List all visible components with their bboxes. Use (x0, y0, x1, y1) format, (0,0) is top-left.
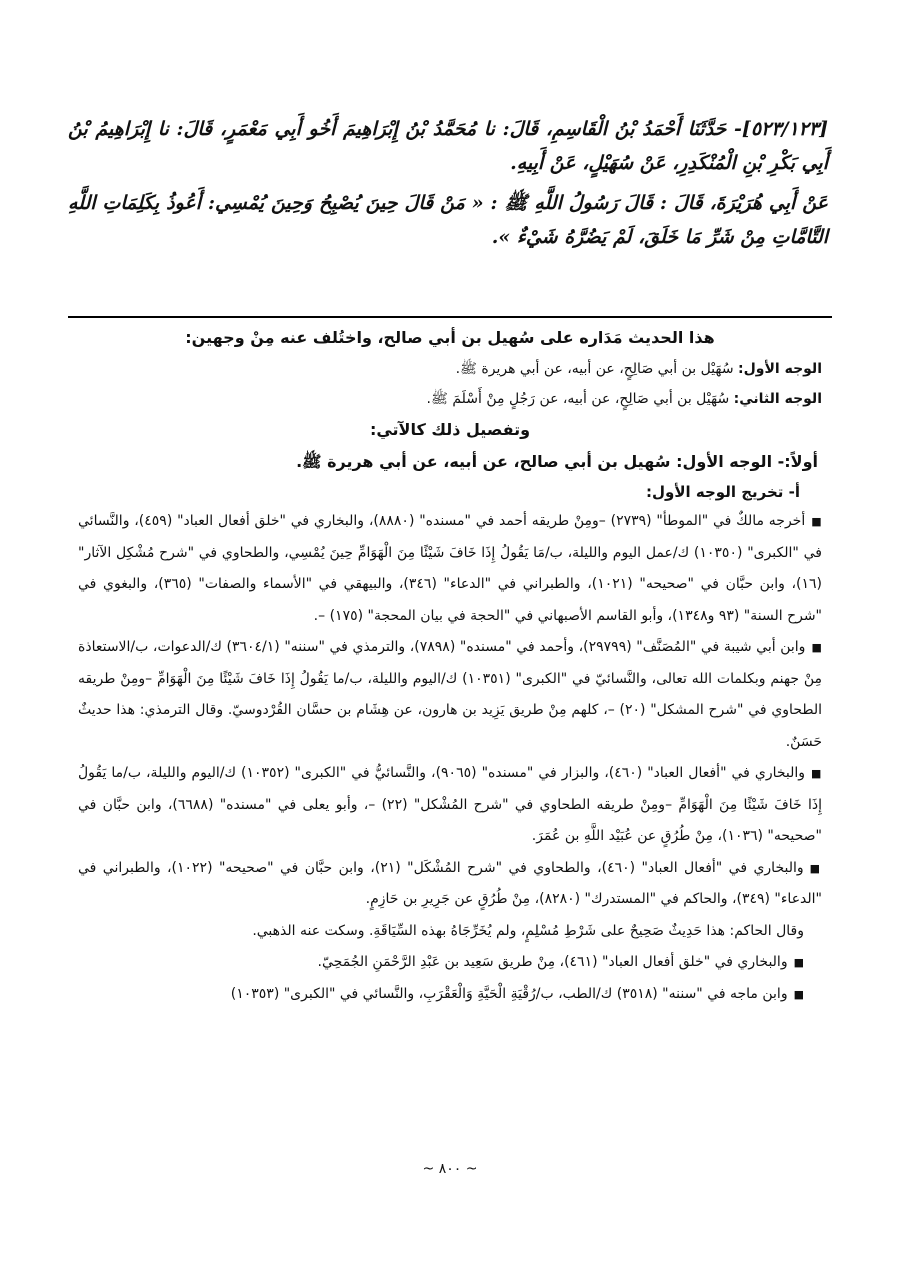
hadith-block (68, 112, 828, 254)
takhrij-item-text: والبخاري في "أفعال العباد" (٤٦٠)، والطحاوي في "شرح المُشْكَل" (٢١)، وابن حبَّان في "صحيحه" (١٠٢٢)، والطبراني في "الدعاء" (٣٤٩)، والحاكم في "المستدرك" (٨٢٨٠)، مِنْ طُرُقٍ عن جَرِيرِ بن حَازِمٍ. (78, 859, 822, 907)
bullet-square-icon: ■ (793, 987, 804, 1001)
bullet-square-icon: ■ (811, 767, 822, 780)
first-aspect-text: سُهيل بن أبي صالح، عن أبيه، عن أبي هريرة ﷺ. (296, 452, 671, 471)
takhrij-item-text: أخرجه مالكٌ في "الموطأ" (٢٧٣٩) –ومِنْ طريقه أحمد في "مسنده" (٨٨٨٠)، والبخاري في "خلق أفعال العباد" (٤٥٩)، والنَّسائي في "الكبرى" (١٠٣٥٠) ك/عمل اليوم والليلة، ب/مَا يَقُولُ إِذَا خَافَ شَيْئًا مِنَ الْهَوَامِّ حِينَ يُمْسِي، والطحاوي في "شرح مُشْكِل الآثار" (١٦)، وابن حبَّان في "صحيحه" (١٠٢١)، والطبراني في "الدعاء" (٣٤٦)، والبيهقي في "الأسماء والصفات" (٣٦٥)، والبغوي في "شرح السنة" (٩٣ و١٣٤٨)، وأبو القاسم الأصبهاني في "الحجة في بيان المحجة" (١٧٥) –. (78, 513, 823, 624)
wajh-2-line (78, 384, 822, 414)
takhrij-item (78, 853, 822, 916)
hadith-isnad: [٥٢٣/١٢٣]- حَدَّثَنَا أَحْمَدُ بْنُ الْقَاسِمِ، قَالَ: نا مُحَمَّدُ بْنُ إِبْرَاهِيمَ أَخُو أَبِي مَعْمَرٍ، قَالَ: نا إِبْرَاهِيمُ بْنُ أَبِي بَكْرِ بْنِ الْمُنْكَدِرِ، عَنْ سُهَيْلٍ، عَنْ أَبِيهِ. (68, 118, 828, 174)
hadith-matn: عَنْ أَبِي هُرَيْرَةَ، قَالَ : قَالَ رَسُولُ اللَّهِ ﷺ : « مَنْ قَالَ حِينَ يُصْبِحُ وَحِينَ يُمْسِي: أَعُوذُ بِكَلِمَاتِ اللَّهِ التَّامَّاتِ مِنْ شَرِّ مَا خَلَقَ، لَمْ يَضُرَّهُ شَيْءٌ ». (68, 192, 828, 248)
takhrij-item (78, 947, 822, 979)
first-aspect-heading (78, 446, 822, 478)
takhrij-item (78, 632, 822, 758)
commentary-block (78, 322, 822, 1010)
takhrij-item-text: وابن أبي شيبة في "المُصَنَّف" (٢٩٧٩٩)، وأحمد في "مسنده" (٧٨٩٨)، والترمذي في "سننه" (٣٦٠٤/١) ك/الدعوات، ب/الاستعاذة مِنْ جهنم وبكلمات الله تعالى، والنَّسائيّ في "الكبرى" (١٠٣٥١) ك/اليوم والليلة، ب/ما يَقُولُ إِذَا خَافَ شَيْئًا مِنَ الْهَوَامِّ –ومِنْ طريقه الطحاوي في "شرح المشكل" (٢٠) –، كلهم مِنْ طريق يَزِيد بن هارون، عن هِشَام بن حسَّان القُرْدوسيّ. وقال الترمذي: هذا حديثٌ حَسَنٌ. (78, 639, 822, 750)
takhrij-item (78, 506, 822, 632)
wajh-2-label: الوجه الثاني: (733, 391, 822, 407)
wajh-1-text: سُهَيْل بن أبي صَالِحٍ، عن أبيه، عن أبي هريرة ﷺ. (455, 361, 734, 377)
wajh-1-line (78, 354, 822, 384)
bullet-square-icon: ■ (811, 515, 822, 528)
bullet-square-icon: ■ (809, 861, 822, 875)
takhrij-item-text: وابن ماجه في "سننه" (٣٥١٨) ك/الطب، ب/رُقْيَةِ الْحَيَّةِ وَالْعَقْرَبِ، والنَّسائي في "الكبرى" (١٠٣٥٣) (230, 985, 788, 1002)
takhrij-item-text: والبخاري في "أفعال العباد" (٤٦٠)، والبزار في "مسنده" (٩٠٦٥)، والنَّسائيُّ في "الكبرى" (١٠٣٥٢) ك/اليوم والليلة، ب/ما يَقُولُ إِذَا خَافَ شَيْئًا مِنَ الْهَوَامِّ –ومِنْ طريقه الطحاوي في "شرح المُشْكل" (٢٢) –، وأبو يعلى في "مسنده" (٦٦٨٨)، وابن حبَّان في "صحيحه" (١٠٣٦)، مِنْ طُرُقٍ عن عُبَيْد اللَّهِ بن عُمَرَ. (78, 765, 822, 844)
bullet-square-icon: ■ (793, 956, 804, 969)
separator-line (68, 316, 832, 318)
page-number: ~ ٨٠٠ ~ (422, 1161, 478, 1177)
wajh-1-label: الوجه الأول: (738, 361, 822, 377)
takhrij-subheading: أ- تخريج الوجه الأول: (646, 483, 800, 501)
detail-heading: وتفصيل ذلك كالآتي: (369, 420, 531, 439)
wajh-2-text: سُهَيْل بن أبي صَالِحٍ، عن أبيه، عن رَجُلٍ مِنْ أَسْلَمَ ﷺ. (426, 391, 730, 407)
bullet-square-icon: ■ (811, 641, 822, 654)
takhrij-item-text: والبخاري في "خلق أفعال العباد" (٤٦١)، مِنْ طريق سَعِيد بن عَبْدِ الرَّحْمَنِ الجُمَحِيّ. (317, 954, 788, 970)
hakim-note: وقال الحاكم: هذا حَدِيثٌ صَحِيحٌ على شَرْطِ مُسْلِمٍ، ولم يُخَرِّجَاهُ بهذه السِّيَاقَةِ. وسكت عنه الذهبي. (252, 922, 804, 939)
takhrij-item (78, 758, 822, 853)
takhrij-item (78, 979, 822, 1011)
first-aspect-label: أولاً:- الوجه الأول: (676, 452, 818, 471)
commentary-heading: هذا الحديث مَدَاره على سُهيل بن أبي صالح، واختُلف عنه مِنْ وجهين: (185, 328, 715, 347)
